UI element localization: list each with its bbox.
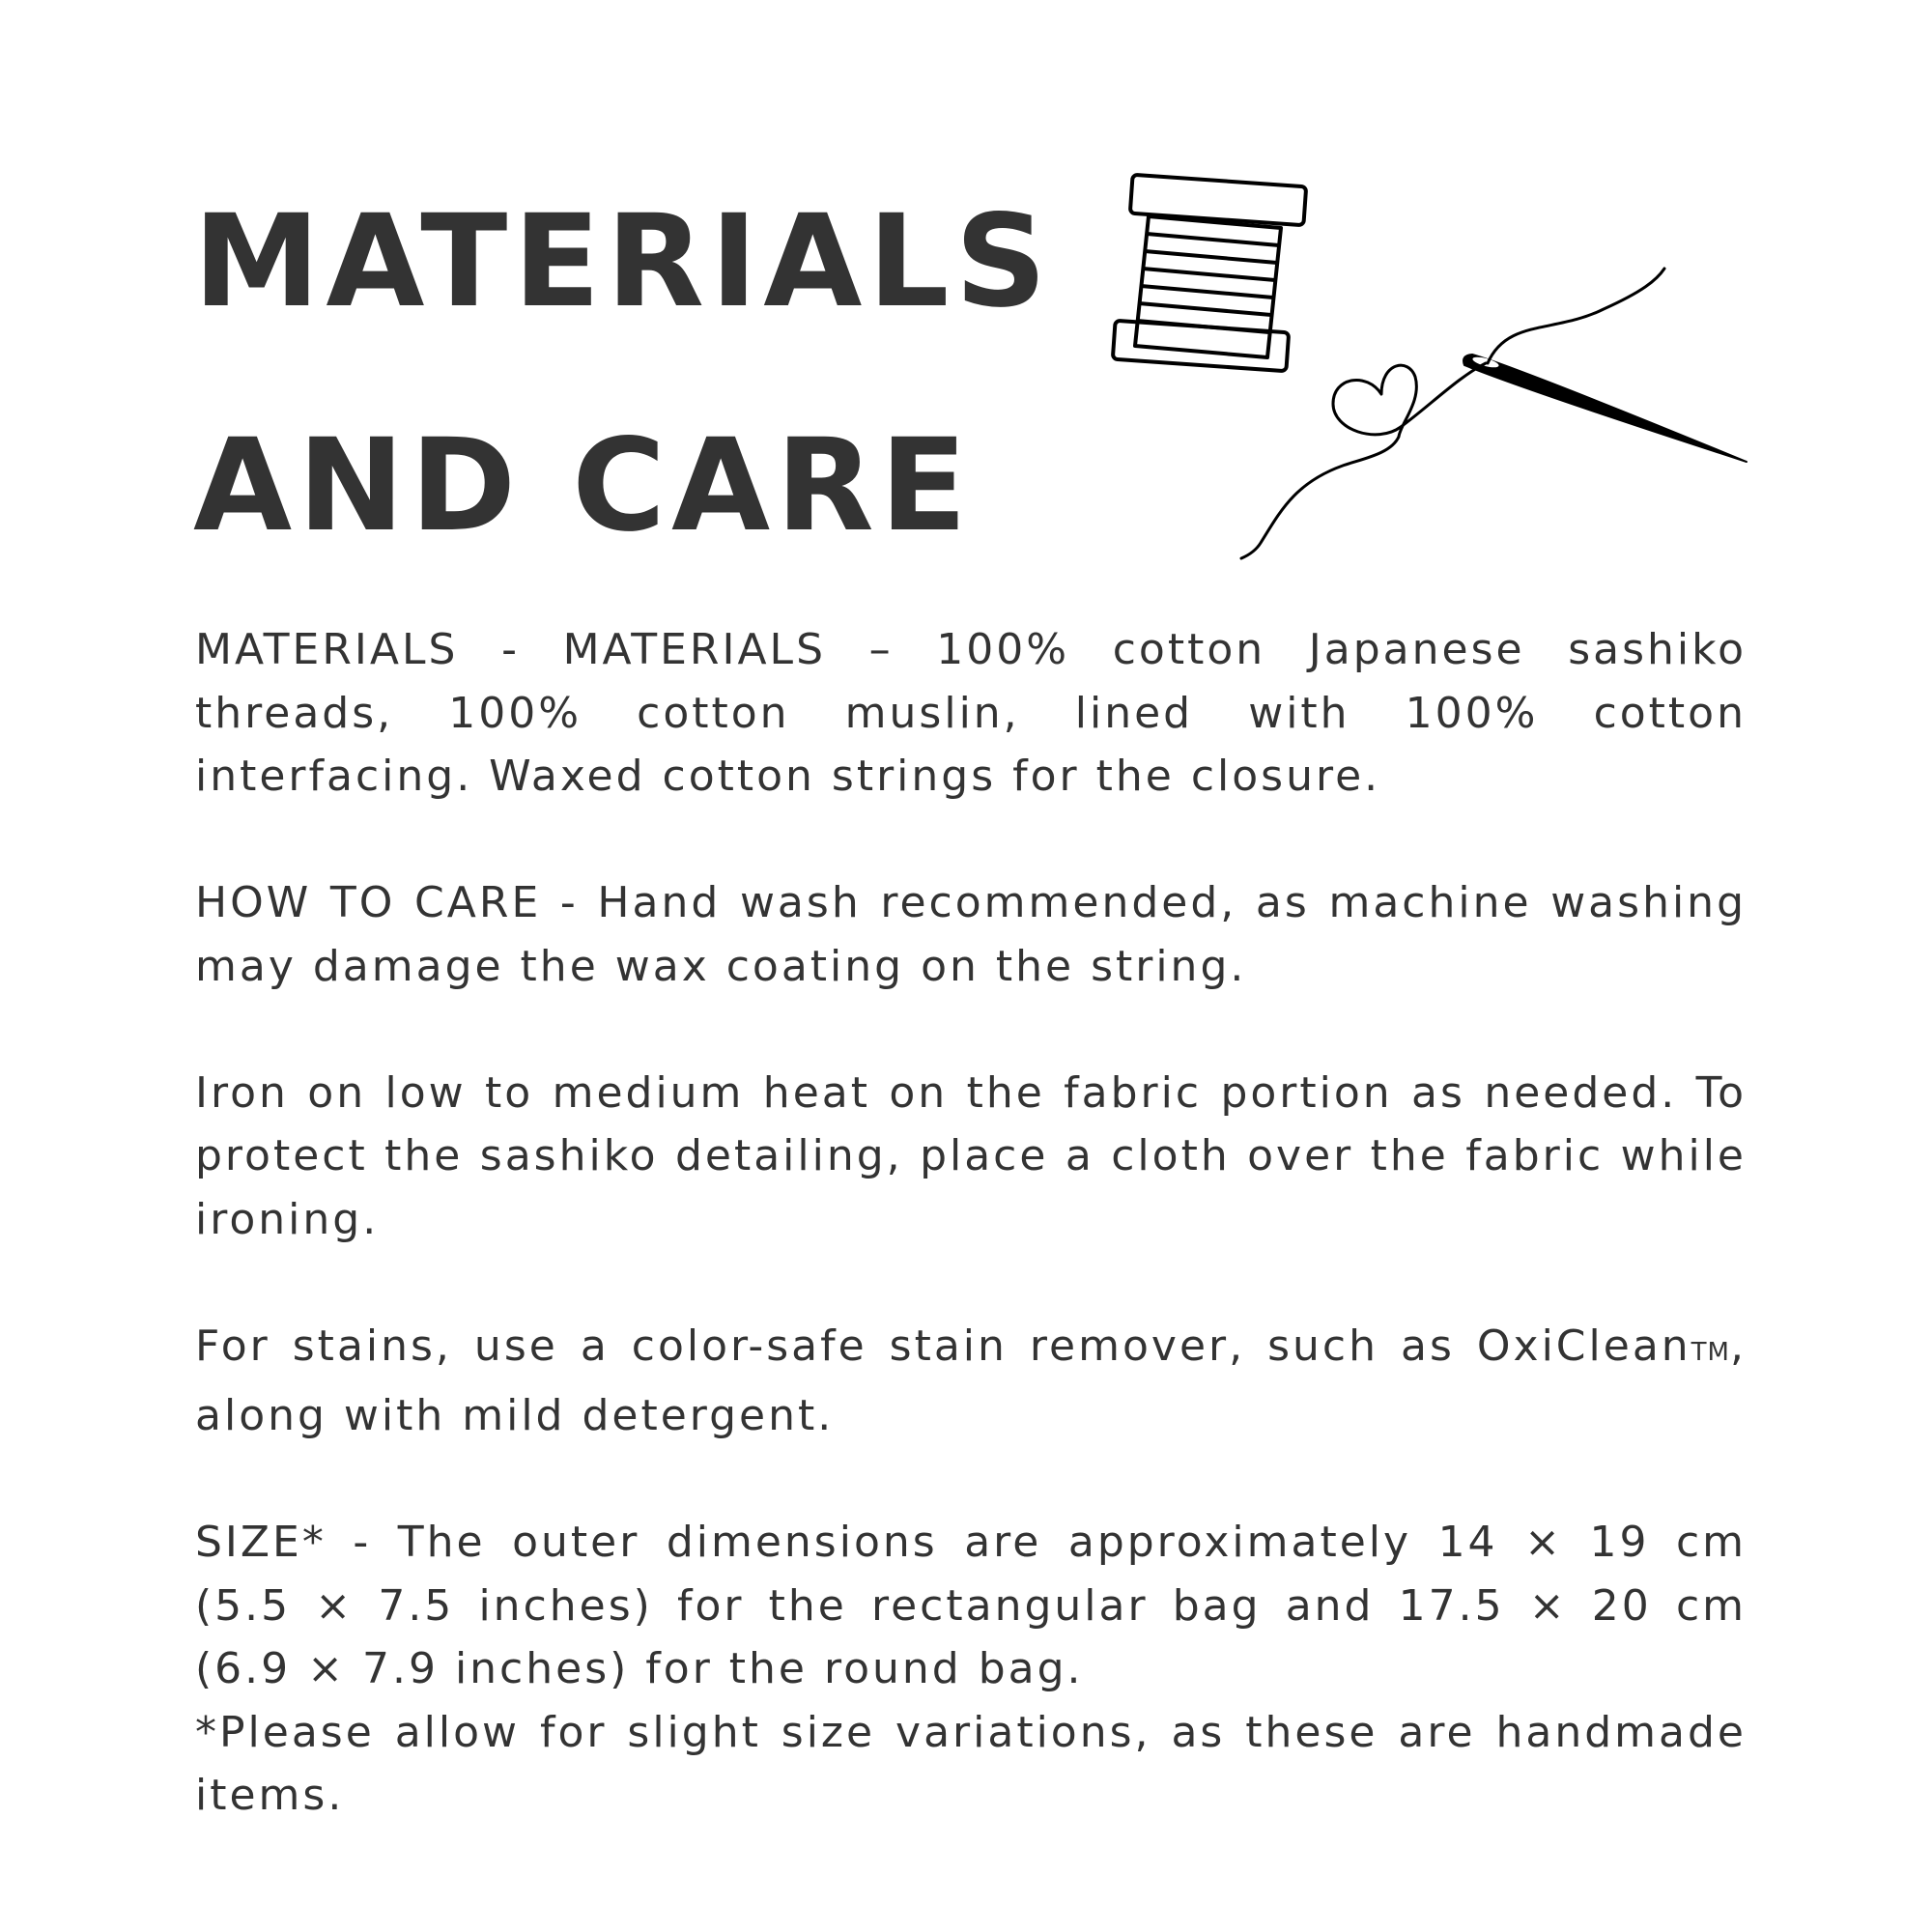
title-line-1: MATERIALS [193, 187, 1053, 336]
stains-text-end: , along with mild detergent. [195, 1321, 1747, 1440]
title-line-2: AND CARE [193, 412, 973, 560]
size-paragraph: SIZE* - The outer dimensions are approximately 14 × 19 cm (5.5 × 7.5 inches) for the rectangular bag and 17.5 × 20 cm (6.9 × 7.9 inches) for the round bag. [195, 1518, 1747, 1693]
trademark-mark: TM [1690, 1337, 1730, 1367]
stains-text: For stains, use a color-safe stain remover, such as OxiClean [195, 1321, 1691, 1371]
thread-spool-icon [1113, 175, 1306, 371]
needle-and-thread-icon [1241, 269, 1747, 558]
care-instructions [195, 618, 1747, 1828]
heart-thread-icon [1241, 363, 1486, 558]
how-to-care-paragraph: HOW TO CARE - Hand wash recommended, as machine washing may damage the wax coating on the string. [195, 878, 1747, 991]
sewing-illustration [1101, 164, 1758, 570]
ironing-paragraph: Iron on low to medium heat on the fabric portion as needed. To protect the sashiko detailing, place a cloth over the fabric while ironing. [195, 1067, 1747, 1244]
size-note-paragraph: *Please allow for slight size variations, as these are handmade items. [195, 1707, 1747, 1820]
stains-paragraph [195, 1315, 1747, 1448]
materials-paragraph: MATERIALS - MATERIALS – 100% cotton Japanese sashiko threads, 100% cotton muslin, lined with 100% cotton interfacing. Waxed cotton strings for the closure. [195, 625, 1747, 801]
page-title [193, 150, 1063, 598]
